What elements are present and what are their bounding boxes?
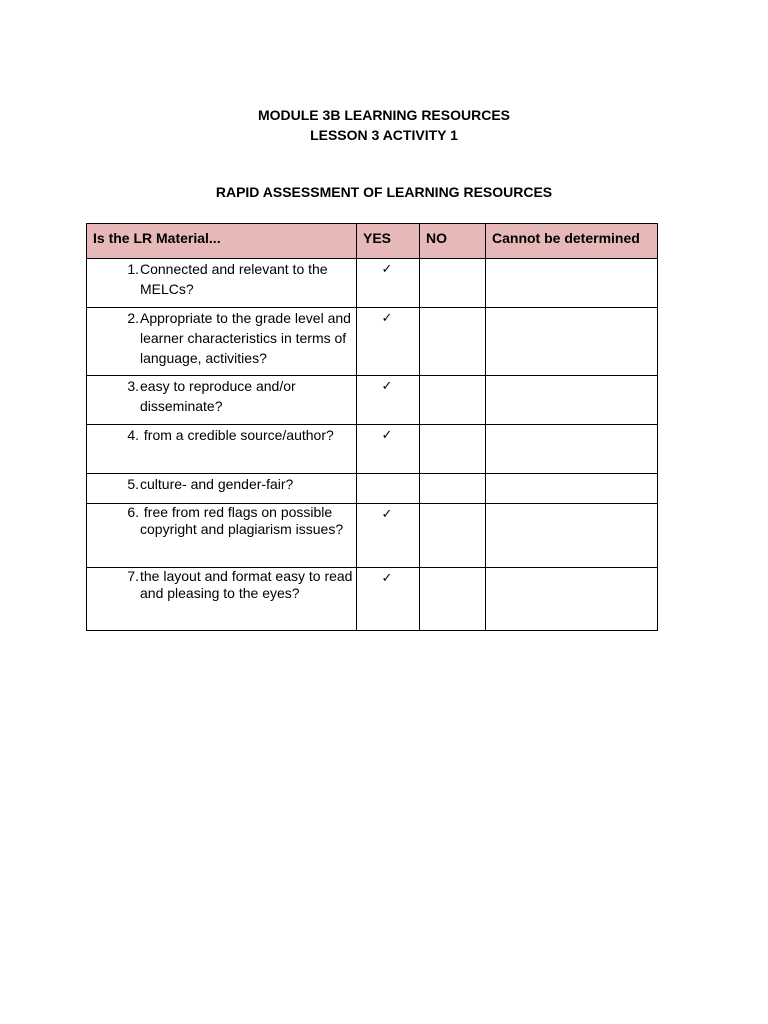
no-cell[interactable] (420, 504, 486, 568)
table-row (87, 376, 658, 425)
check-icon: ✓ (381, 379, 393, 394)
check-icon: ✓ (381, 507, 393, 522)
criteria-cell (87, 568, 357, 631)
cannot-be-determined-cell[interactable] (486, 474, 658, 504)
item-text: Connected and relevant to the MELCs? (140, 261, 328, 297)
criteria-cell (87, 308, 357, 376)
cannot-be-determined-cell[interactable] (486, 259, 658, 308)
item-text: Appropriate to the grade level and learner characteristics in terms of language, activities? (140, 310, 351, 366)
table-header-row (87, 224, 658, 259)
criteria-cell (87, 504, 357, 568)
cannot-be-determined-cell[interactable] (486, 376, 658, 425)
table-row (87, 474, 658, 504)
yes-cell[interactable] (357, 259, 420, 308)
yes-cell[interactable] (357, 308, 420, 376)
no-cell[interactable] (420, 425, 486, 474)
table-row (87, 308, 658, 376)
item-number: 6. (127, 504, 139, 520)
item-number: 5. (127, 476, 139, 492)
document-title: MODULE 3B LEARNING RESOURCES (257, 107, 511, 123)
assessment-table (86, 223, 658, 631)
item-text: free from red flags on possible copyright and plagiarism issues? (140, 504, 344, 537)
item-number: 2. (127, 310, 139, 326)
item-text: the layout and format easy to read and pleasing to the eyes? (140, 568, 353, 601)
header-criteria: Is the LR Material... (87, 224, 357, 259)
item-text: culture- and gender-fair? (140, 476, 294, 492)
table-row (87, 568, 658, 631)
item-number: 7. (127, 568, 139, 584)
item-text: easy to reproduce and/or disseminate? (140, 378, 296, 414)
no-cell[interactable] (420, 259, 486, 308)
cannot-be-determined-cell[interactable] (486, 308, 658, 376)
lesson-title: LESSON 3 ACTIVITY 1 (310, 127, 458, 143)
item-number: 1. (127, 261, 139, 277)
item-text: from a credible source/author? (140, 427, 334, 443)
no-cell[interactable] (420, 568, 486, 631)
check-icon: ✓ (381, 428, 393, 443)
cannot-be-determined-cell[interactable] (486, 568, 658, 631)
check-icon: ✓ (381, 571, 393, 586)
item-number: 3. (127, 378, 139, 394)
yes-cell[interactable] (357, 425, 420, 474)
cannot-be-determined-cell[interactable] (486, 504, 658, 568)
table-row (87, 425, 658, 474)
assessment-title: RAPID ASSESSMENT OF LEARNING RESOURCES (215, 184, 553, 200)
no-cell[interactable] (420, 474, 486, 504)
criteria-cell (87, 259, 357, 308)
check-icon: ✓ (381, 311, 393, 326)
item-number: 4. (127, 427, 139, 443)
no-cell[interactable] (420, 308, 486, 376)
table-row (87, 259, 658, 308)
criteria-cell (87, 474, 357, 504)
check-icon: ✓ (381, 262, 393, 277)
yes-cell[interactable] (357, 568, 420, 631)
yes-cell[interactable] (357, 376, 420, 425)
criteria-cell (87, 425, 357, 474)
header-no: NO (420, 224, 486, 259)
criteria-cell (87, 376, 357, 425)
yes-cell[interactable] (357, 504, 420, 568)
header-cannot-be-determined: Cannot be determined (486, 224, 658, 259)
cannot-be-determined-cell[interactable] (486, 425, 658, 474)
header-yes: YES (357, 224, 420, 259)
no-cell[interactable] (420, 376, 486, 425)
table-row (87, 504, 658, 568)
yes-cell[interactable] (357, 474, 420, 504)
